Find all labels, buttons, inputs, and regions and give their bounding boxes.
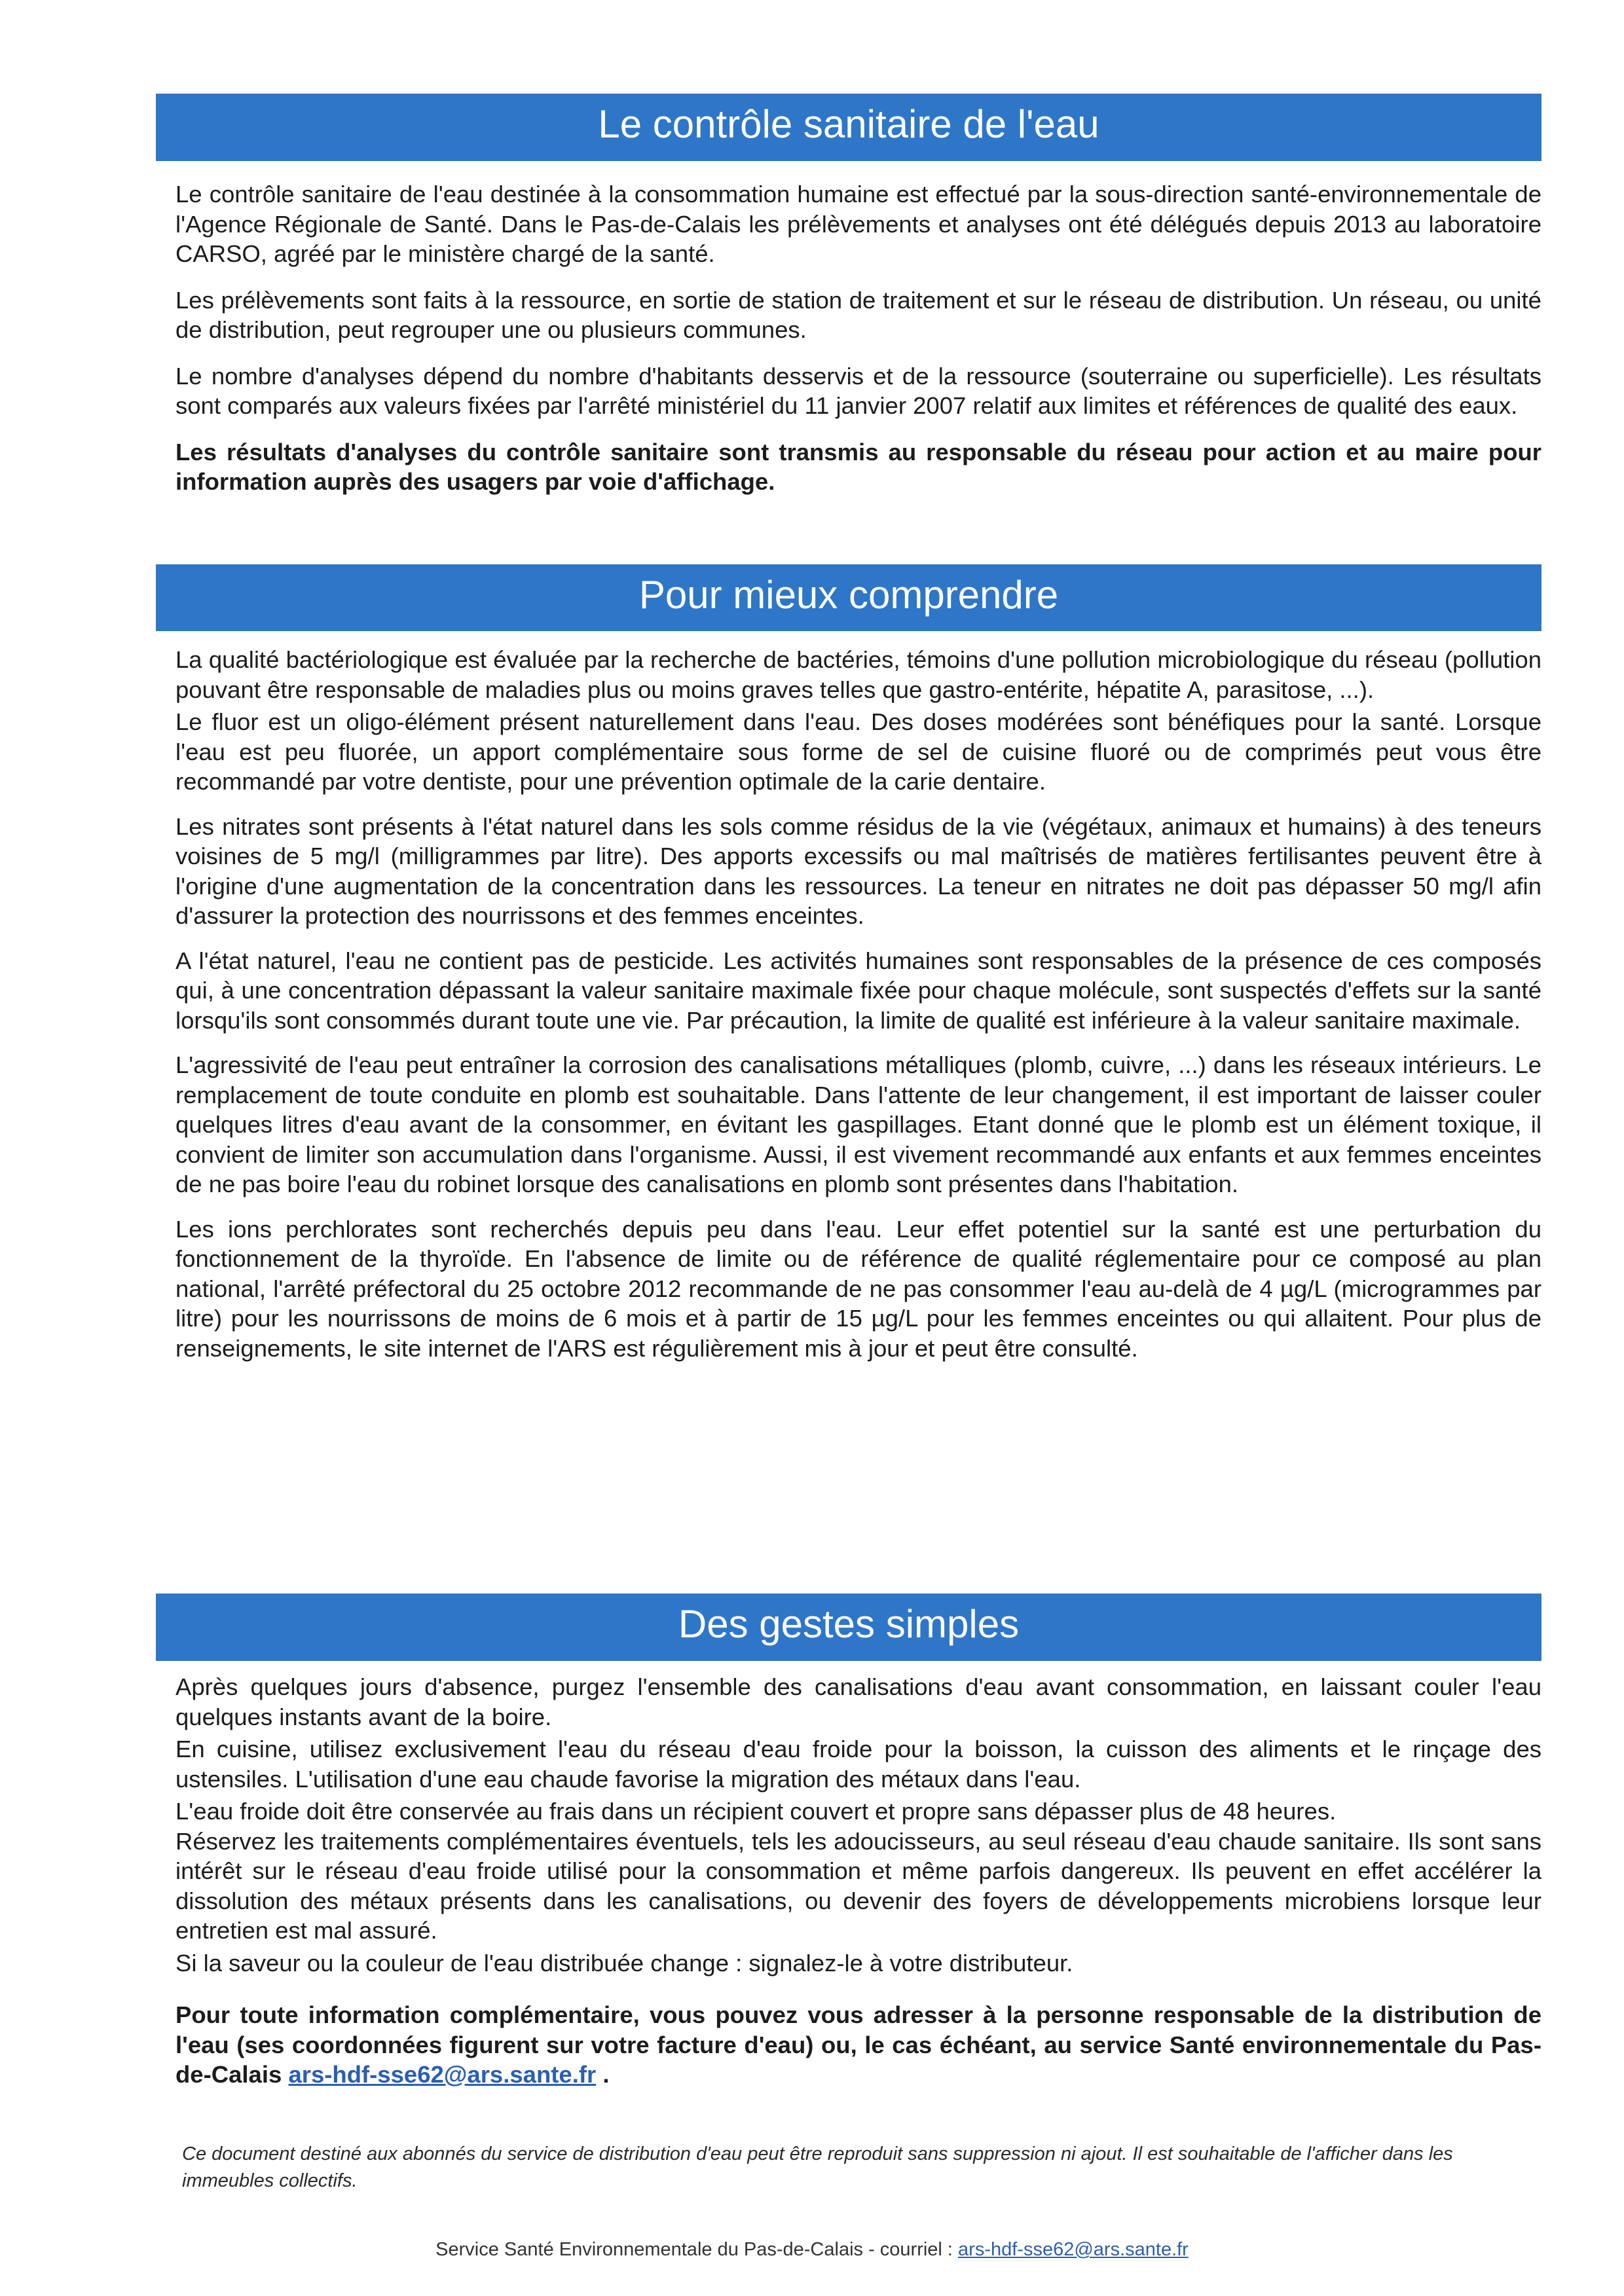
paragraph: Le contrôle sanitaire de l'eau destinée à la consommation humaine est effectué par la sous-direction santé-environnementale de l'Agence Régionale de Santé. Dans le Pas-de-Calais les prélèvements et analyses ont été délégués depuis 2013 au laboratoire CARSO, agréé par le ministère chargé de la santé. <box>175 181 1541 267</box>
contact-text: Pour toute information complémentaire, vous pouvez vous adresser à la personne responsable de la distribution de l'eau (ses coordonnées figurent sur votre facture d'eau) ou, le cas échéant, au service Santé environnementale du Pas-de-Calais <box>175 2001 1541 2088</box>
section-gestes-body <box>175 1672 1541 2090</box>
section-comprendre-body <box>175 645 1541 1363</box>
paragraph: A l'état naturel, l'eau ne contient pas de pesticide. Les activités humaines sont responsables de la présence de ces composés qui, à une concentration dépassant la valeur sanitaire maximale fixée pour chaque molécule, sont suspectés d'effets sur la santé lorsqu'ils sont consommés durant toute une vie. Par précaution, la limite de qualité est inférieure à la valeur sanitaire maximale. <box>175 947 1541 1034</box>
paragraph: Après quelques jours d'absence, purgez l'ensemble des canalisations d'eau avant consommation, en laissant couler l'eau quelques instants avant de la boire. <box>175 1673 1541 1730</box>
section-controle-body <box>175 179 1541 497</box>
paragraph: Les ions perchlorates sont recherchés depuis peu dans l'eau. Leur effet potentiel sur la santé est une perturbation du fonctionnement de la thyroïde. En l'absence de limite ou de référence de qualité réglementaire pour ce composé au plan national, l'arrêté préfectoral du 25 octobre 2012 recommande de ne pas consommer l'eau au-delà de 4 µg/L (microgrammes par litre) pour les nourrissons de moins de 6 mois et à partir de 15 µg/L pour les femmes enceintes ou qui allaitent. Pour plus de renseignements, le site internet de l'ARS est régulièrement mis à jour et peut être consulté. <box>175 1215 1541 1362</box>
section-header-comprendre: Pour mieux comprendre <box>156 564 1541 631</box>
paragraph: Les prélèvements sont faits à la ressource, en sortie de station de traitement et sur le réseau de distribution. Un réseau, ou unité de distribution, peut regrouper une ou plusieurs communes. <box>175 286 1541 343</box>
paragraph: Réservez les traitements complémentaires éventuels, tels les adoucisseurs, au seul réseau d'eau chaude sanitaire. Ils sont sans intérêt sur le réseau d'eau froide utilisé pour la consommation et même parfois dangereux. Ils peuvent en effet accélérer la dissolution des métaux présents dans les canalisations, ou devenir des foyers de développements microbiens lorsque leur entretien est mal assuré. <box>175 1827 1541 1944</box>
paragraph: En cuisine, utilisez exclusivement l'eau du réseau d'eau froide pour la boisson, la cuisson des aliments et le rinçage des ustensiles. L'utilisation d'une eau chaude favorise la migration des métaux dans l'eau. <box>175 1736 1541 1793</box>
page-footer <box>0 2239 1624 2261</box>
paragraph: La qualité bactériologique est évaluée par la recherche de bactéries, témoins d'une pollution microbiologique du réseau (pollution pouvant être responsable de maladies plus ou moins graves telles que gastro-entérite, hépatite A, parasitose, ...). <box>175 646 1541 703</box>
paragraph: L'eau froide doit être conservée au frais dans un récipient couvert et propre sans dépasser plus de 48 heures. <box>175 1798 1337 1825</box>
contact-end: . <box>596 2061 610 2088</box>
section-header-gestes: Des gestes simples <box>156 1594 1541 1661</box>
paragraph: Si la saveur ou la couleur de l'eau distribuée change : signalez-le à votre distributeur. <box>175 1949 1073 1977</box>
contact-email-link[interactable]: ars-hdf-sse62@ars.sante.fr <box>288 2061 597 2088</box>
contact-paragraph <box>175 2000 1541 2090</box>
paragraph: L'agressivité de l'eau peut entraîner la corrosion des canalisations métalliques (plomb, cuivre, ...) dans les réseaux intérieurs. Le remplacement de toute conduite en plomb est souhaitable. Dans l'attente de leur changement, il est important de laisser couler quelques litres d'eau avant de la consommer, en évitant les gaspillages. Etant donné que le plomb est un élément toxique, il convient de limiter son accumulation dans l'organisme. Aussi, il est vivement recommandé aux enfants et aux femmes enceintes de ne pas boire l'eau du robinet lorsque des canalisations en plomb sont présentes dans l'habitation. <box>175 1051 1541 1197</box>
reproduction-note: Ce document destiné aux abonnés du service de distribution d'eau peut être reproduit sans suppression ni ajout. Il est souhaitable de l'afficher dans les immeubles collectifs. <box>182 2143 1453 2191</box>
paragraph: Le nombre d'analyses dépend du nombre d'habitants desservis et de la ressource (souterraine ou superficielle). Les résultats sont comparés aux valeurs fixées par l'arrêté ministériel du 11 janvier 2007 relatif aux limites et références de qualité des eaux. <box>175 362 1541 419</box>
footer-email-link[interactable]: ars-hdf-sse62@ars.sante.fr <box>958 2239 1189 2260</box>
section-header-controle: Le contrôle sanitaire de l'eau <box>156 94 1541 161</box>
highlight-paragraph: Les résultats d'analyses du contrôle sanitaire sont transmis au responsable du réseau pour action et au maire pour information auprès des usagers par voie d'affichage. <box>175 438 1541 495</box>
footer-text: Service Santé Environnementale du Pas-de-Calais - courriel : <box>435 2239 959 2260</box>
paragraph: Les nitrates sont présents à l'état naturel dans les sols comme résidus de la vie (végétaux, animaux et humains) à des teneurs voisines de 5 mg/l (milligrammes par litre). Des apports excessifs ou mal maîtrisés de matières fertilisantes peuvent être à l'origine d'une augmentation de la concentration dans les ressources. La teneur en nitrates ne doit pas dépasser 50 mg/l afin d'assurer la protection des nourrissons et des femmes enceintes. <box>175 812 1541 929</box>
paragraph: Le fluor est un oligo-élément présent naturellement dans l'eau. Des doses modérées sont bénéfiques pour la santé. Lorsque l'eau est peu fluorée, un apport complémentaire sous forme de sel de cuisine fluoré ou de comprimés peut vous être recommandé par votre dentiste, pour une prévention optimale de la carie dentaire. <box>175 708 1541 795</box>
